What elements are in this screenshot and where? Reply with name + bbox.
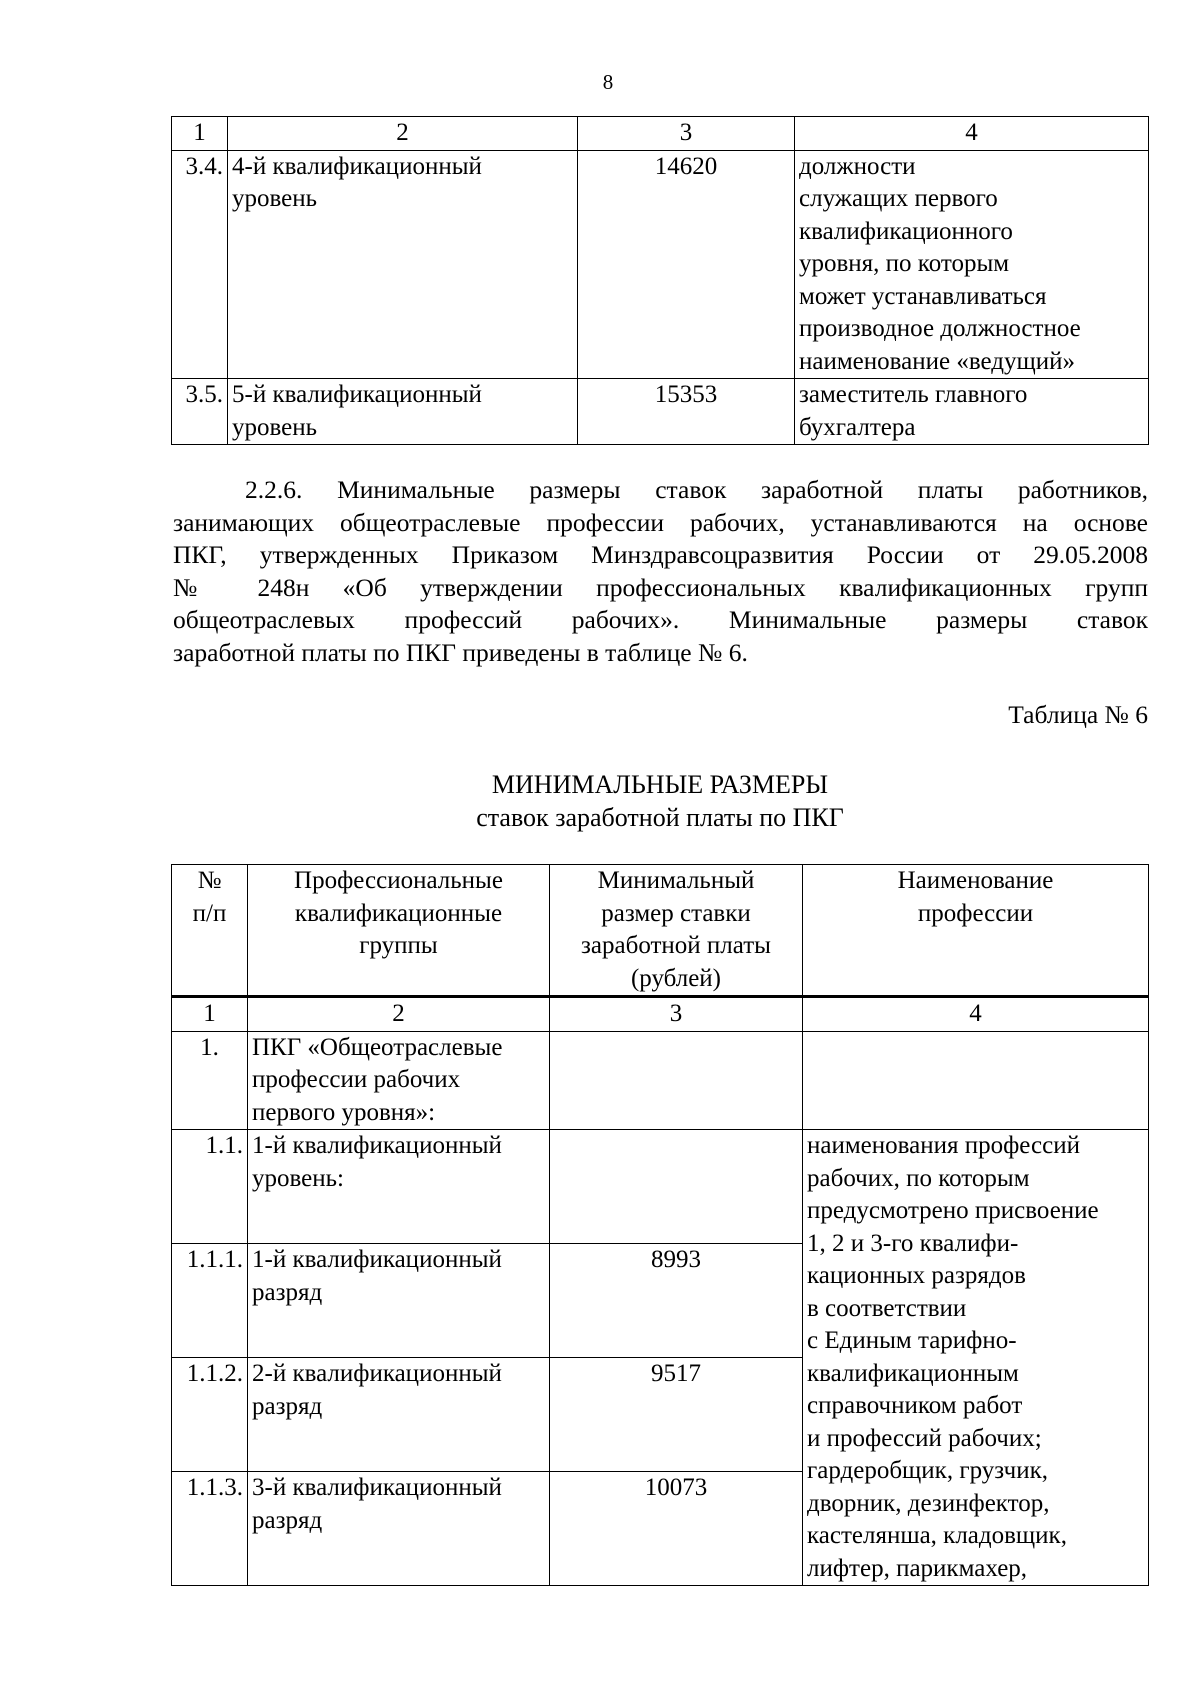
column-header-groups [248,865,550,997]
text-line: 4-й квалификационный [232,152,482,180]
column-header-number [172,865,248,997]
text-line: разряд [252,1506,323,1534]
table-6 [171,864,1149,1586]
qualification-level [228,379,578,445]
text-line: уровень [232,413,318,441]
text-line: п/п [192,899,227,927]
paragraph-line: ПКГ, утвержденных Приказом Минздравсоцразвития России от 29.05.2008 [173,540,1148,569]
table-header-cell: 1 [172,997,248,1032]
text-line: должности [799,152,916,180]
table-row-group [172,1031,1149,1130]
text-line: наименования профессий [807,1132,1080,1159]
position-description [795,150,1149,379]
paragraph-line: занимающих общеотраслевые профессии рабочих, устанавливаются на основе [173,507,1148,537]
text-line: 1-й квалификационный [252,1246,502,1273]
text-line: предусмотрено присвоение [807,1197,1099,1224]
text-line: заместитель главного [799,381,1028,408]
empty-cell [550,1130,803,1244]
table-label: Таблица № 6 [1008,700,1148,729]
text-line: бухгалтера [799,413,916,441]
paragraph-line: № 248н «Об утверждении профессиональных квалификационных групп [173,572,1148,602]
text-line: № [197,867,222,894]
text-line: наименование «ведущий» [799,347,1075,375]
grade-name [248,1244,550,1358]
text-line: группы [359,932,438,959]
text-line: квалификационным [807,1359,1019,1387]
table-row-level [172,1130,1149,1244]
text-line: кастелянша, кладовщик, [807,1522,1067,1549]
paragraph-line: заработной платы по ПКГ приведены в таблице № 6. [173,637,748,667]
text-line: рабочих, по которым [807,1164,1030,1192]
column-header-salary [550,865,803,997]
text-line: 1, 2 и 3-го квалифи- [807,1229,1019,1257]
table-header-cell: 3 [578,117,795,151]
row-number: 3.5. [172,379,228,445]
grade-name [248,1472,550,1586]
text-line: может устанавливаться [799,282,1047,310]
text-line: служащих первого [799,185,998,212]
text-line: профессии рабочих [252,1066,461,1093]
text-line: дворник, дезинфектор, [807,1489,1050,1517]
row-number: 1.1.1. [172,1244,248,1358]
row-number: 1.1. [172,1130,248,1244]
text-line: заработной платы [581,932,771,959]
text-line: квалификационные [294,899,503,927]
paragraph-2-2-6 [173,474,1148,669]
text-line: 1-й квалификационный [252,1132,502,1159]
empty-cell [550,1031,803,1130]
table-heading [0,768,1200,834]
qualification-level [248,1130,550,1244]
empty-cell [803,1031,1149,1130]
text-line: 2-й квалификационный [252,1360,502,1387]
row-number: 1.1.3. [172,1472,248,1586]
profession-description [803,1130,1149,1586]
text-line: Минимальный [597,867,755,894]
text-line: разряд [252,1392,323,1420]
text-line: (рублей) [630,964,722,992]
text-line: профессии [917,899,1034,927]
text-line: Наименование [897,867,1054,894]
table-header-cell: 4 [803,997,1149,1032]
table-numbering-row [172,997,1149,1032]
row-number: 1. [172,1031,248,1130]
text-line: размер ставки [601,899,751,927]
salary-value: 15353 [578,379,795,445]
text-line: справочником работ [807,1392,1023,1419]
salary-table-continued [171,116,1149,445]
table-row [172,150,1149,379]
heading-title: МИНИМАЛЬНЫЕ РАЗМЕРЫ [491,770,829,799]
text-line: ПКГ «Общеотраслевые [252,1033,503,1061]
paragraph-line: 2.2.6. Минимальные размеры ставок заработной платы работников, [245,475,1148,504]
salary-value: 9517 [550,1358,803,1472]
salary-value: 10073 [550,1472,803,1586]
text-line: 3-й квалификационный [252,1474,502,1501]
salary-value: 14620 [578,150,795,379]
text-line: производное должностное [799,315,1081,342]
table-header-cell: 2 [228,117,578,151]
text-line: с Единым тарифно- [807,1327,1017,1354]
text-line: 5-й квалификационный [232,381,482,408]
column-header-profession [803,865,1149,997]
table-row [172,379,1149,445]
table-header-cell: 2 [248,997,550,1032]
text-line: гардеробщик, грузчик, [807,1457,1048,1484]
salary-value: 8993 [550,1244,803,1358]
page-number: 8 [602,70,614,94]
table-header-row [172,865,1149,997]
table-header-cell: 4 [795,117,1149,151]
position-description [795,379,1149,445]
grade-name [248,1358,550,1472]
text-line: лифтер, парикмахер, [807,1554,1028,1582]
text-line: уровня, по которым [799,250,1010,277]
heading-subtitle: ставок заработной платы по ПКГ [476,803,844,832]
qualification-level [228,150,578,379]
text-line: уровень [232,185,318,212]
row-number: 3.4. [172,150,228,379]
text-line: уровень: [252,1164,344,1192]
text-line: квалификационного [799,217,1013,245]
text-line: Профессиональные [294,867,503,894]
paragraph-line: общеотраслевых профессий рабочих». Минимальные размеры ставок [173,605,1148,634]
table-numbering-row [172,117,1149,151]
table-header-cell: 1 [172,117,228,151]
group-name [248,1031,550,1130]
text-line: разряд [252,1278,323,1306]
row-number: 1.1.2. [172,1358,248,1472]
text-line: первого уровня»: [252,1098,436,1126]
text-line: в соответствии [807,1294,967,1322]
table-header-cell: 3 [550,997,803,1032]
text-line: кационных разрядов [807,1262,1026,1289]
text-line: и профессий рабочих; [807,1424,1042,1452]
